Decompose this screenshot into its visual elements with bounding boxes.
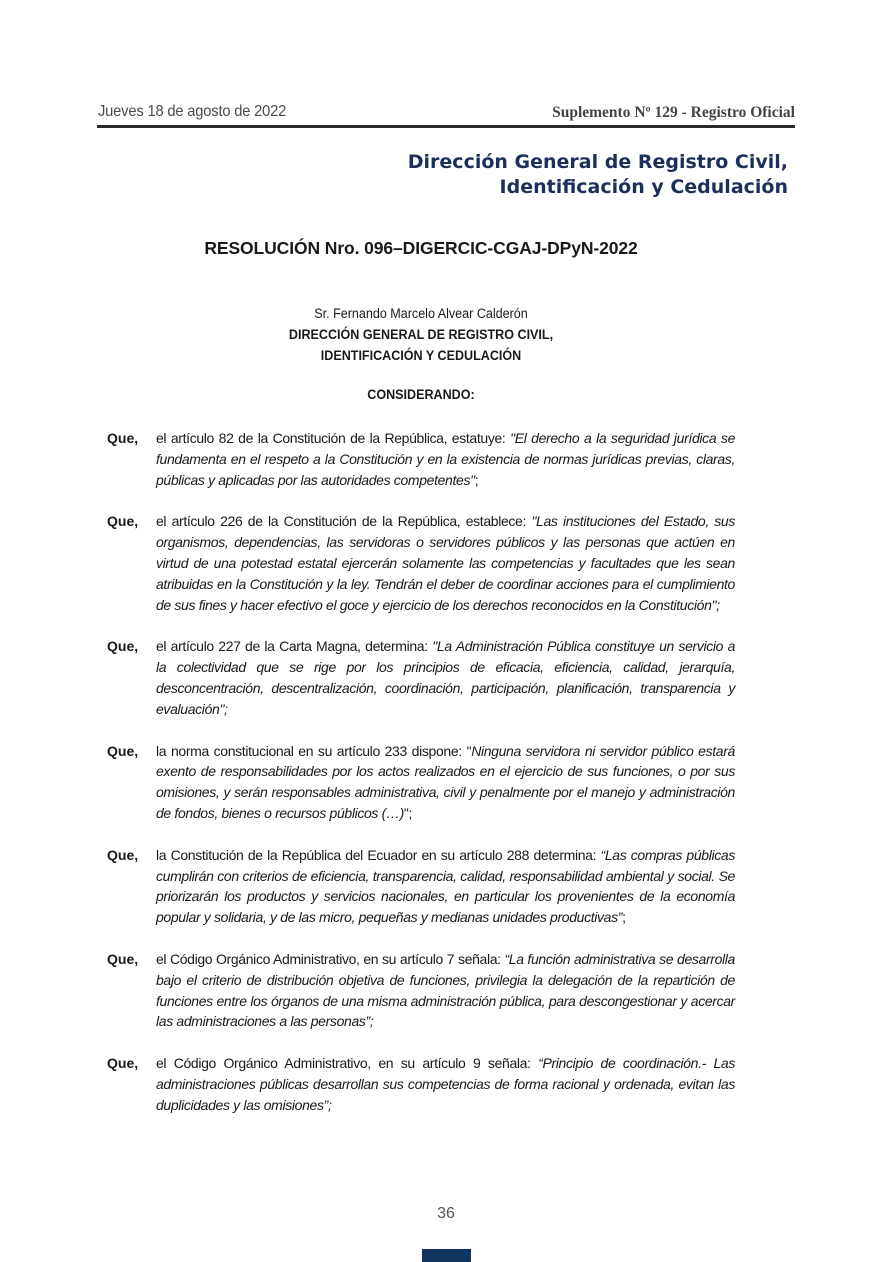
clause-quote: “La función administrativa se desarrolla bajo el criterio de distribución objetiva de funciones, privilegia la delegación de la repartición de funciones entre los órganos de una misma administración pública, para descongestionar y acercar las administraciones a las personas”;: [156, 950, 735, 1030]
clause: [107, 636, 735, 719]
resolution-title: RESOLUCIÓN Nro. 096–DIGERCIC-CGAJ-DPyN-2022: [204, 238, 638, 258]
clause-label: Que,: [107, 742, 139, 759]
header-publication: Suplemento Nº 129 - Registro Oficial: [552, 104, 795, 121]
organization-line-2: Identificación y Cedulación: [499, 176, 788, 198]
clause: [107, 741, 735, 824]
signer-block: [29, 303, 812, 366]
considerando-heading: CONSIDERANDO:: [367, 387, 475, 402]
clause-quote: "Las instituciones del Estado, sus organismos, dependencias, las servidoras o servidores públicos y las personas que actúen en virtud de una potestad estatal ejercerán solamente las competencias y facultades que les sean atribuidas en la Constitución y la ley. Tendrán el deber de coordinar acciones para el cumplimiento de sus fines y hacer efectivo el goce y ejercicio de los derechos reconocidos en la Constitución";: [156, 513, 736, 613]
clause-label: Que,: [107, 950, 139, 967]
clause-quote: "El derecho a la seguridad jurídica se fundamenta en el respeto a la Constitución y en la existencia de normas jurídicas previas, claras, públicas y aplicadas por las autoridades competentes": [156, 430, 736, 488]
clause: [107, 428, 735, 490]
clause-intro: el Código Orgánico Administrativo, en su artículo 9 señala:: [156, 1055, 539, 1072]
clause-text: [156, 845, 735, 928]
clause-quote: "La Administración Pública constituye un servicio a la colectividad que se rige por los principios de eficacia, eficiencia, calidad, jerarquía, desconcentración, descentralización, coordinación, participación, planificación, transparencia y evaluación";: [156, 638, 735, 717]
clause-text: [156, 1053, 735, 1115]
header-rule: [97, 125, 795, 128]
clause-label: Que,: [107, 513, 139, 530]
clause: [107, 1053, 735, 1115]
clause-quote: Ninguna servidora ni servidor público estará exento de responsabilidades por los actos realizados en el ejercicio de sus funciones, o por sus omisiones, y serán responsables administrativa, civil y penalmente por el manejo y administración de fondos, bienes o recursos públicos (…): [156, 742, 735, 821]
clause-label: Que,: [107, 846, 139, 863]
clauses-list: [107, 428, 735, 1137]
clause: [107, 511, 735, 615]
clause-end: ;: [622, 909, 626, 926]
signer-name: Sr. Fernando Marcelo Alvear Calderón: [314, 306, 528, 321]
signer-office-line-2: IDENTIFICACIÓN Y CEDULACIÓN: [320, 348, 522, 363]
clause-text: [156, 511, 735, 615]
header-date: Jueves 18 de agosto de 2022: [98, 103, 287, 120]
organization-line-1: Dirección General de Registro Civil,: [407, 151, 788, 173]
clause: [107, 949, 735, 1032]
clause-intro: el Código Orgánico Administrativo, en su artículo 7 señala:: [156, 950, 505, 967]
footer-bar: [422, 1249, 471, 1262]
clause-text: [156, 741, 735, 824]
organization-title: [408, 150, 788, 200]
clause-text: [156, 949, 735, 1032]
clause-text: [156, 636, 735, 719]
page-number: 36: [437, 1205, 455, 1222]
clause-end: ";: [403, 804, 413, 821]
clause-quote: “Principio de coordinación.- Las administraciones públicas desarrollan sus competencias de forma racional y ordenada, evitan las duplicidades y las omisiones”;: [156, 1055, 736, 1113]
clause-text: [156, 428, 735, 490]
clause-intro: el artículo 82 de la Constitución de la República, estatuye:: [156, 430, 511, 446]
clause-intro: la norma constitucional en su artículo 233 dispone: ": [156, 742, 472, 759]
clause-quote: “Las compras públicas cumplirán con criterios de eficiencia, transparencia, calidad, responsabilidad ambiental y social. Se priorizarán los productos y servicios nacionales, en particular los provenientes de la economía popular y solidaria, y de las micro, pequeñas y medianas unidades productivas”: [156, 846, 735, 926]
signer-office-line-1: DIRECCIÓN GENERAL DE REGISTRO CIVIL,: [288, 327, 554, 342]
clause: [107, 845, 735, 928]
clause-intro: el artículo 227 de la Carta Magna, determina:: [156, 638, 433, 655]
clause-intro: la Constitución de la República del Ecuador en su artículo 288 determina:: [156, 846, 601, 863]
clause-intro: el artículo 226 de la Constitución de la República, establece:: [156, 513, 532, 530]
clause-end: ;: [474, 471, 479, 488]
clause-label: Que,: [107, 430, 139, 446]
clause-label: Que,: [107, 638, 139, 655]
clause-label: Que,: [107, 1055, 139, 1072]
